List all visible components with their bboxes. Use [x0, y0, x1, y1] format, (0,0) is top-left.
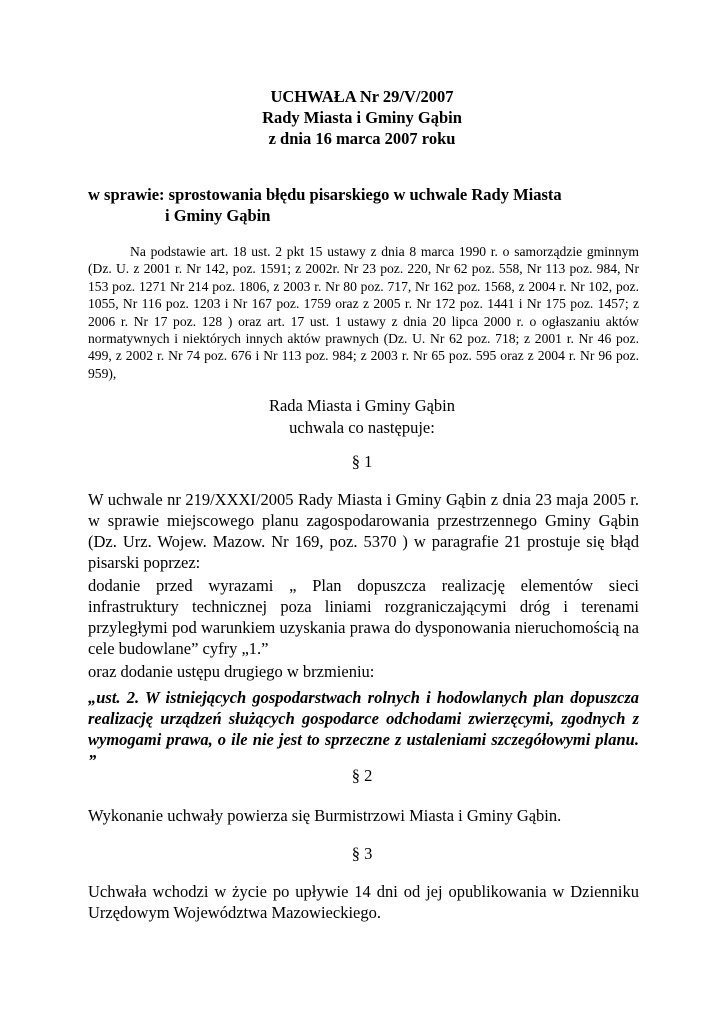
council-name: Rady Miasta i Gminy Gąbin: [262, 108, 462, 127]
resolution-subject: [88, 184, 648, 226]
legal-basis-preamble: Na podstawie art. 18 ust. 2 pkt 15 ustawy z dnia 8 marca 1990 r. o samorządzie gminnym (Dz. U. z 2001 r. Nr 142, poz. 1591; z 2002r. Nr 23 poz. 220, Nr 62 poz. 558, Nr 113 poz. 984, Nr 153 poz. 1271 Nr 214 poz. 1806, z 2003 r. Nr 80 poz. 717, Nr 162 poz. 1568, z 2004 r. Nr 102, poz. 1055, Nr 116 poz. 1203 i Nr 167 poz. 1759 oraz z 2005 r. Nr 172 poz. 1441 i Nr 175 poz. 1457; z 2006 r. Nr 17 poz. 128 ) oraz art. 17 ust. 1 ustawy z dnia 20 lipca 2000 r. o ogłaszaniu aktów normatywnych i niektórych innych aktów prawnych (Dz. U. Nr 62 poz. 718; z 2001 r. Nr 46 poz. 499, z 2002 r. Nr 74 poz. 676 i Nr 113 poz. 984; z 2003 r. Nr 65 poz. 595 oraz z 2004 r. Nr 96 poz. 959),: [88, 244, 639, 381]
resolving-phrase: uchwala co następuje:: [289, 418, 435, 437]
resolution-header: [0, 86, 724, 149]
section-1-paragraph-3: oraz dodanie ustępu drugiego w brzmieniu:: [88, 662, 375, 681]
resolving-body: [0, 395, 724, 439]
section-2-mark: § 2: [351, 766, 373, 785]
resolving-council: Rada Miasta i Gminy Gąbin: [268, 396, 456, 415]
subject-line-2: i Gminy Gąbin: [165, 206, 271, 225]
section-1-amendment-quote: „ust. 2. W istniejących gospodarstwach rolnych i hodowlanych plan dopuszcza realizację urządzeń służących gospodarce odchodami zwierzęcymi, zgodnych z wymogami prawa, o ile nie jest to sprzeczne z ustaleniami szczegółowymi planu. ”: [88, 688, 639, 770]
resolution-date: z dnia 16 marca 2007 roku: [268, 129, 456, 148]
section-3-mark: § 3: [351, 844, 373, 863]
resolution-number: UCHWAŁA Nr 29/V/2007: [270, 87, 454, 106]
section-1-paragraph-1: W uchwale nr 219/XXXI/2005 Rady Miasta i Gminy Gąbin z dnia 23 maja 2005 r. w sprawie miejscowego planu zagospodarowania przestrzennego Gminy Gąbin (Dz. Urz. Wojew. Mazow. Nr 169, poz. 5370 ) w paragrafie 21 prostuje się błąd pisarski poprzez:: [88, 490, 639, 572]
section-1-mark: § 1: [351, 452, 373, 471]
section-3-text: Uchwała wchodzi w życie po upływie 14 dni od jej opublikowania w Dzienniku Urzędowym Województwa Mazowieckiego.: [88, 882, 639, 922]
section-2-text: Wykonanie uchwały powierza się Burmistrzowi Miasta i Gminy Gąbin.: [88, 806, 562, 825]
subject-line-1: w sprawie: sprostowania błędu pisarskiego w uchwale Rady Miasta: [88, 185, 562, 204]
section-1-paragraph-2: dodanie przed wyrazami „ Plan dopuszcza realizację elementów sieci infrastruktury technicznej poza liniami rozgraniczającymi dróg i terenami przyległymi pod warunkiem uzyskania prawa do dysponowania nieruchomością na cele budowlane” cyfry „1.”: [88, 576, 639, 658]
